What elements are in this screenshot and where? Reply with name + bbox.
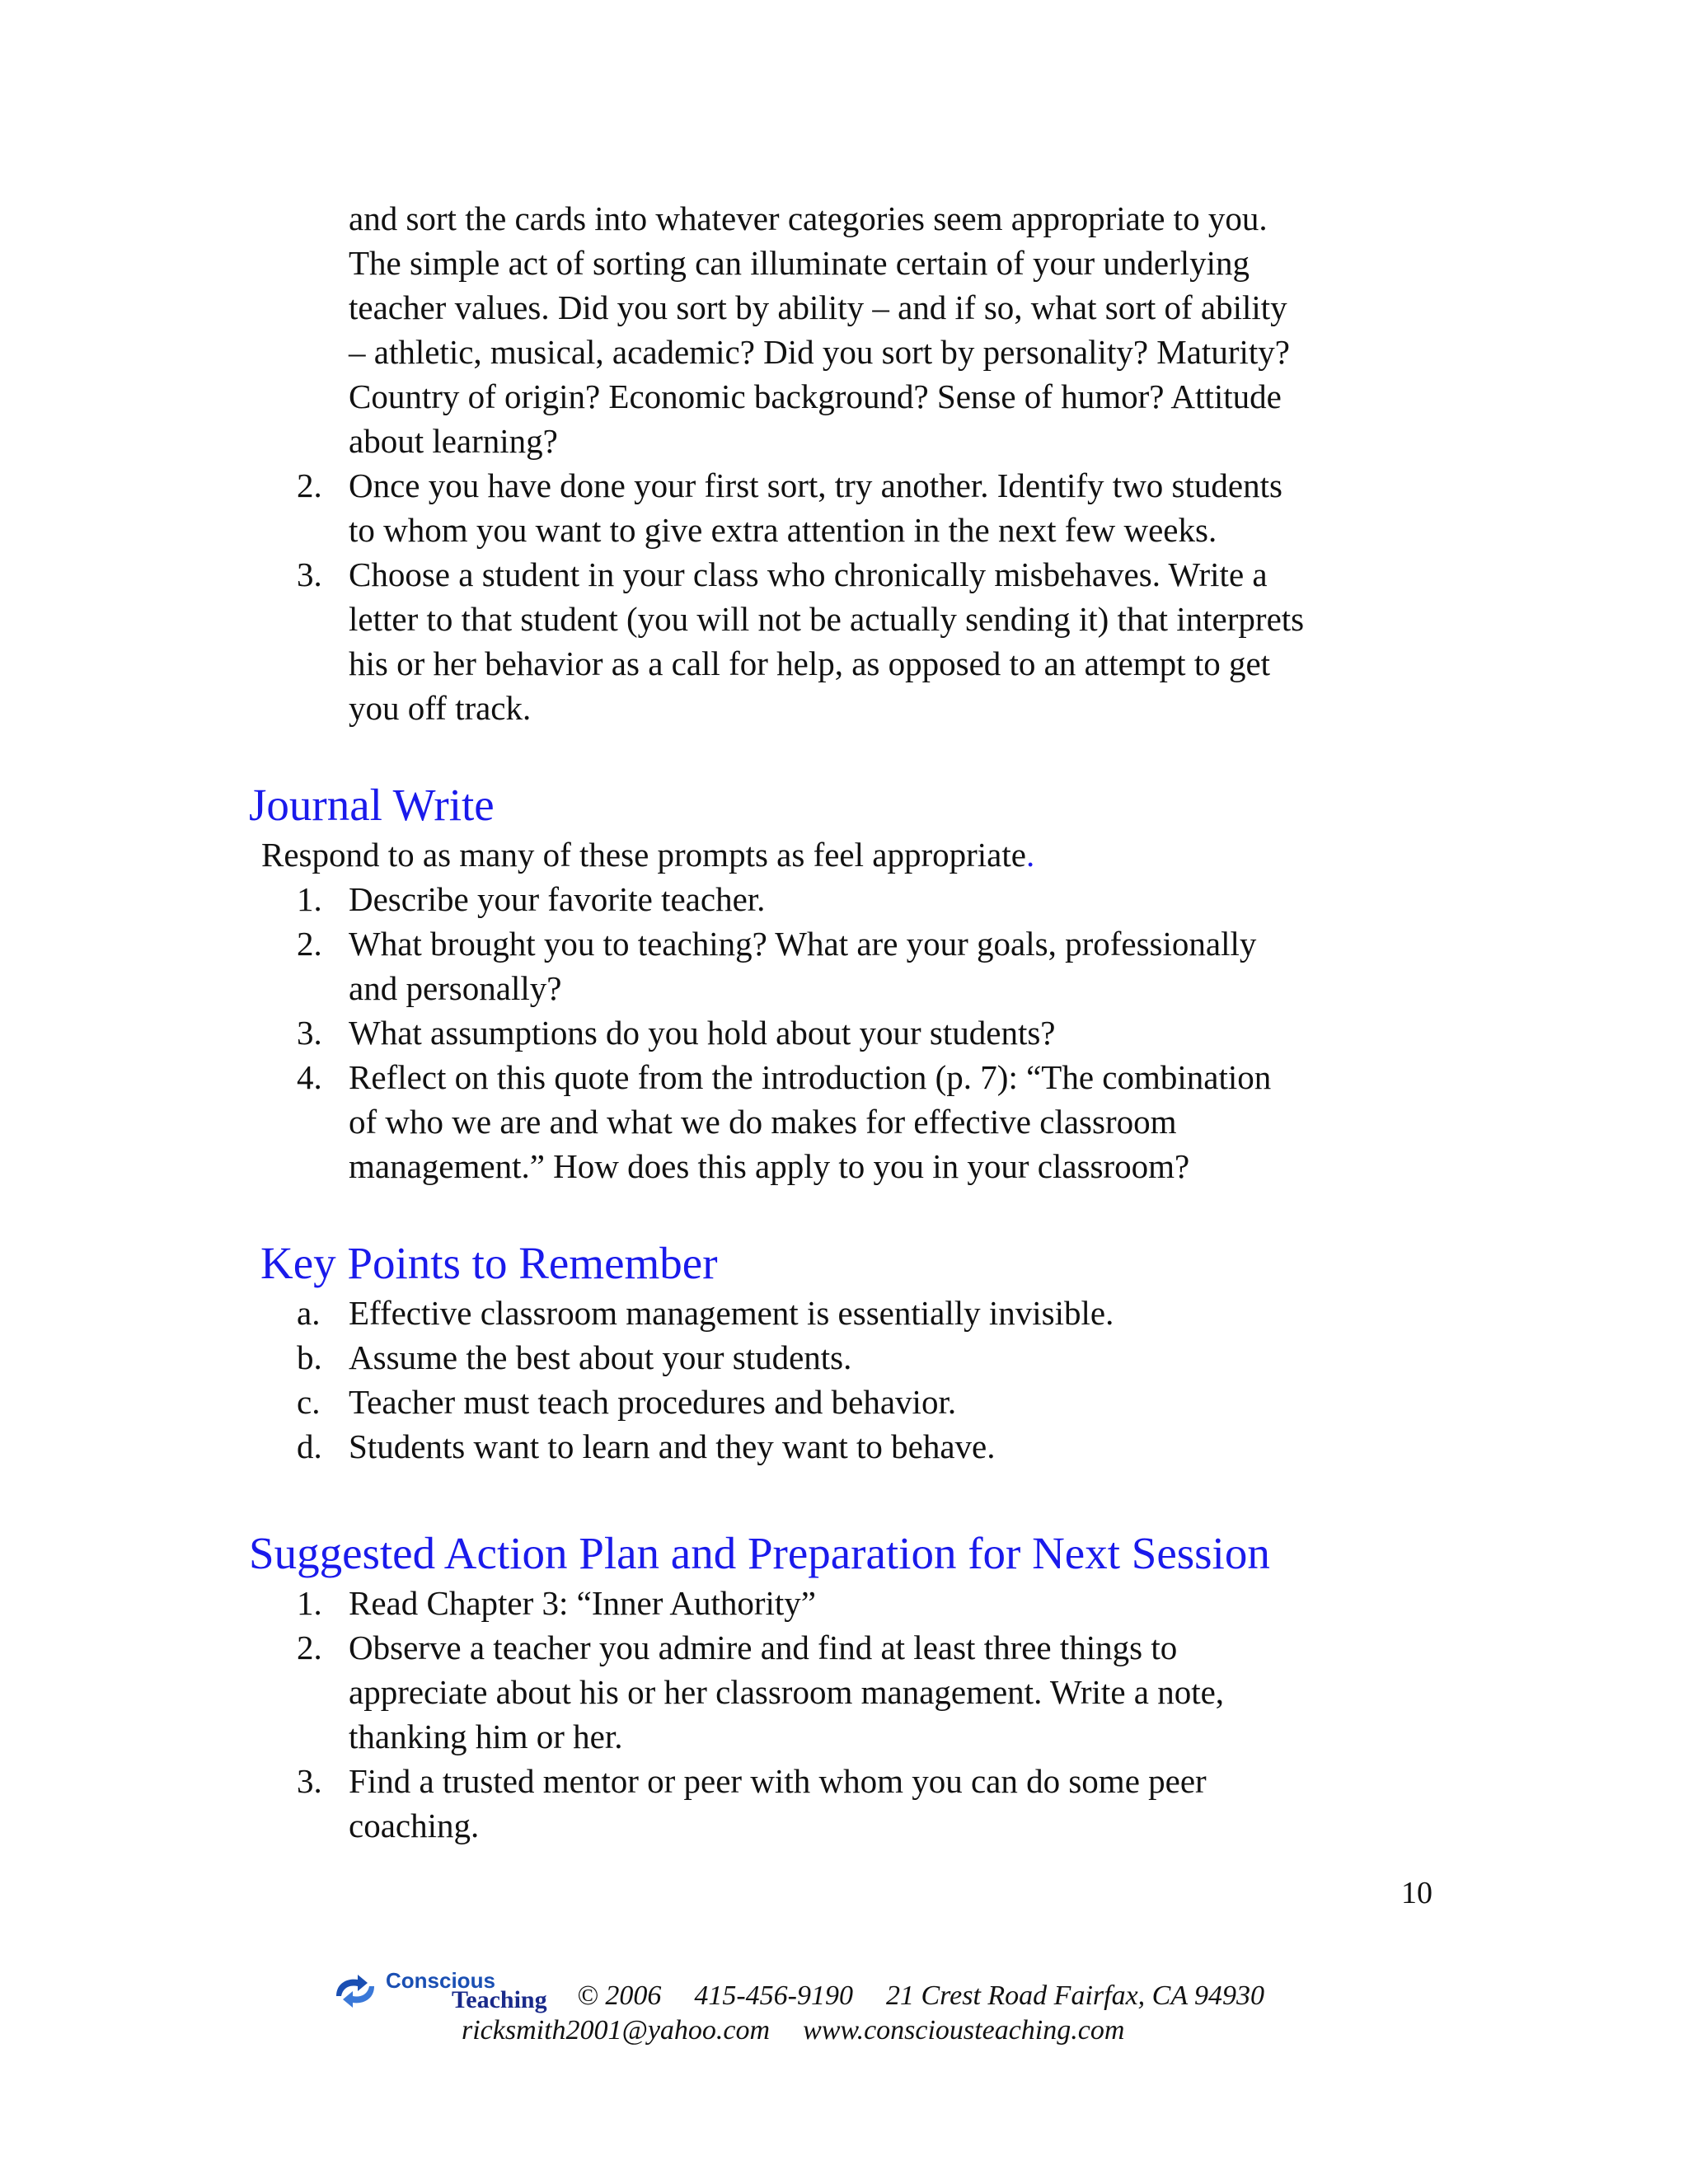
list-marker: 2. — [297, 1629, 322, 1666]
list-item — [0, 1581, 1688, 1625]
street-address: 21 Crest Road Fairfax, CA 94930 — [886, 1980, 1264, 2011]
list-item — [0, 1380, 1688, 1424]
footer-web-line — [462, 2014, 1124, 2047]
text-line: coaching. — [349, 1807, 480, 1844]
list-marker: 3. — [297, 1762, 322, 1800]
text-line: and personally? — [349, 969, 562, 1007]
journal-intro — [261, 832, 1034, 877]
list-marker: c. — [297, 1383, 321, 1421]
text-line: and sort the cards into whatever categories seem appropriate to you. — [349, 199, 1268, 237]
text-line: you off track. — [349, 689, 532, 727]
text-line: Read Chapter 3: “Inner Authority” — [349, 1584, 816, 1622]
journal-intro-period: . — [1025, 836, 1035, 874]
list-marker: 2. — [297, 925, 322, 963]
list-item — [0, 1291, 1688, 1335]
list-item — [0, 463, 1688, 552]
key-points-list — [0, 1291, 1688, 1469]
list-marker: 3. — [297, 1014, 322, 1052]
list-item — [0, 1424, 1688, 1469]
list-item — [0, 1759, 1688, 1848]
text-line: Effective classroom management is essentially invisible. — [349, 1294, 1114, 1332]
text-line: teacher values. Did you sort by ability – and if so, what sort of ability — [349, 288, 1287, 326]
website-link[interactable]: www.consciousteaching.com — [803, 2015, 1125, 2046]
action-plan-list — [0, 1581, 1688, 1848]
email-address: ricksmith2001@yahoo.com — [462, 2015, 771, 2046]
list-marker: 3. — [297, 555, 322, 593]
text-line: appreciate about his or her classroom management. Write a note, — [349, 1673, 1225, 1711]
logo-word-teaching: Teaching — [452, 1986, 547, 2013]
conscious-teaching-logo — [330, 1968, 560, 2018]
list-item — [0, 1055, 1688, 1188]
text-line: about learning? — [349, 422, 558, 460]
text-line: Choose a student in your class who chronically misbehaves. Write a — [349, 555, 1268, 593]
text-line: Students want to learn and they want to behave. — [349, 1427, 996, 1465]
list-marker: b. — [297, 1338, 322, 1376]
text-line: his or her behavior as a call for help, as opposed to an attempt to get — [349, 644, 1271, 682]
list-marker: 1. — [297, 1584, 322, 1622]
footer — [0, 1961, 1688, 2060]
journal-intro-text: Respond to as many of these prompts as feel appropriate — [261, 836, 1026, 874]
copyright: © 2006 — [577, 1980, 662, 2011]
list-item — [0, 1010, 1688, 1055]
list-item — [0, 921, 1688, 1010]
text-line: – athletic, musical, academic? Did you sort by personality? Maturity? — [349, 333, 1290, 371]
text-line: thanking him or her. — [349, 1718, 623, 1755]
text-line: Country of origin? Economic background? Sense of humor? Attitude — [349, 377, 1282, 415]
text-line: Once you have done your first sort, try another. Identify two students — [349, 466, 1282, 504]
text-line: Describe your favorite teacher. — [349, 880, 766, 918]
phone-number: 415-456-9190 — [694, 1980, 853, 2011]
list-item — [0, 1625, 1688, 1759]
journal-list — [0, 877, 1688, 1188]
list-item — [0, 1335, 1688, 1380]
key-points-heading: Key Points to Remember — [260, 1238, 718, 1288]
footer-contact-line — [577, 1980, 1264, 2013]
list-marker: 2. — [297, 466, 322, 504]
page-number: 10 — [1401, 1876, 1432, 1910]
list-item — [0, 552, 1688, 730]
continuation-paragraph — [0, 196, 1688, 463]
action-plan-heading: Suggested Action Plan and Preparation for Next Session — [249, 1528, 1270, 1578]
recycle-arrows-icon — [330, 1971, 381, 2011]
list-item — [0, 877, 1688, 921]
text-line: letter to that student (you will not be actually sending it) that interprets — [349, 600, 1305, 638]
text-line: What assumptions do you hold about your students? — [349, 1014, 1056, 1052]
list-marker: a. — [297, 1294, 321, 1332]
text-line: Assume the best about your students. — [349, 1338, 852, 1376]
text-line: Reflect on this quote from the introduction (p. 7): “The combination — [349, 1058, 1272, 1096]
list-marker: 1. — [297, 880, 322, 918]
list-marker: 4. — [297, 1058, 322, 1096]
text-line: Teacher must teach procedures and behavior. — [349, 1383, 957, 1421]
continuation-section — [0, 196, 1688, 730]
text-line: of who we are and what we do makes for effective classroom — [349, 1103, 1177, 1141]
text-line: to whom you want to give extra attention in the next few weeks. — [349, 511, 1217, 549]
list-marker: d. — [297, 1427, 322, 1465]
journal-heading: Journal Write — [249, 780, 495, 830]
text-line: management.” How does this apply to you in your classroom? — [349, 1147, 1190, 1185]
logo-word-conscious: Conscious — [386, 1968, 495, 1993]
text-line: Observe a teacher you admire and find at least three things to — [349, 1629, 1178, 1666]
text-line: Find a trusted mentor or peer with whom you can do some peer — [349, 1762, 1207, 1800]
text-line: The simple act of sorting can illuminate certain of your underlying — [349, 244, 1250, 282]
text-line: What brought you to teaching? What are your goals, professionally — [349, 925, 1257, 963]
